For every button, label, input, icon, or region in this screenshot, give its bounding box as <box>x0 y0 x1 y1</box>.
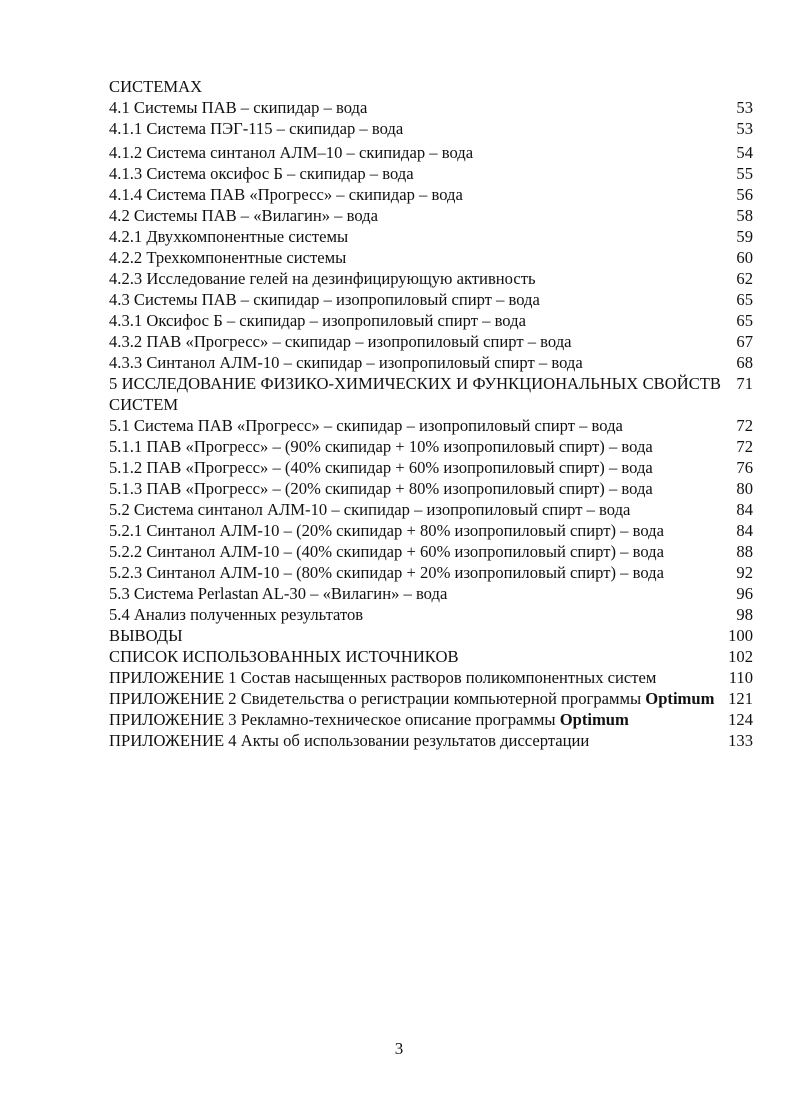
toc-entry-page: 58 <box>736 206 753 225</box>
toc-entry-page: 62 <box>736 269 753 288</box>
toc-entry-title: СИСТЕМАХ <box>109 77 203 96</box>
toc-entry-title: 4.2.1 Двухкомпонентные системы <box>109 227 349 246</box>
toc-entry <box>109 730 753 751</box>
toc-entry-title: 4.1.4 Система ПАВ «Прогресс» – скипидар – вода <box>109 185 463 204</box>
toc-entry-title: 4.2.2 Трехкомпонентные системы <box>109 248 347 267</box>
toc-entry-page: 84 <box>736 521 753 540</box>
page-number: 3 <box>394 1039 404 1058</box>
toc-entry-page: 56 <box>736 185 753 204</box>
toc-entry-title: 4.2 Системы ПАВ – «Вилагин» – вода <box>109 206 378 225</box>
toc-entry <box>109 76 753 97</box>
toc-entry-title: 4.3.2 ПАВ «Прогресс» – скипидар – изопропиловый спирт – вода <box>109 332 572 351</box>
toc-entry-page: 96 <box>736 584 753 603</box>
toc-entry-page: 133 <box>728 731 753 750</box>
toc-entry <box>109 142 753 163</box>
toc-entry-title: ВЫВОДЫ <box>109 626 183 645</box>
toc-entry <box>109 688 753 709</box>
toc-entry-title: 4.1.2 Система синтанол АЛМ–10 – скипидар – вода <box>109 143 474 162</box>
toc-entry <box>109 373 753 415</box>
toc-entry-title: 5.1.2 ПАВ «Прогресс» – (40% скипидар + 60% изопропиловый спирт) – вода <box>109 458 653 477</box>
toc-entry-title: 4.1.1 Система ПЭГ-115 – скипидар – вода <box>109 119 404 138</box>
toc-entry <box>109 163 753 184</box>
toc-entry-page: 110 <box>728 668 753 687</box>
toc-entry-page: 92 <box>736 563 753 582</box>
toc-entry-page: 80 <box>736 479 753 498</box>
toc-entry-title: 4.3 Системы ПАВ – скипидар – изопропиловый спирт – вода <box>109 290 540 309</box>
toc-entry-page: 98 <box>736 605 753 624</box>
toc-entry <box>109 415 753 436</box>
toc-entry <box>109 625 753 646</box>
toc-entry-title: 5.2.1 Синтанол АЛМ-10 – (20% скипидар + 80% изопропиловый спирт) – вода <box>109 521 664 540</box>
toc-entry-title: 5.1.1 ПАВ «Прогресс» – (90% скипидар + 10% изопропиловый спирт) – вода <box>109 437 653 456</box>
toc-entry <box>109 289 753 310</box>
toc-entry-page: 124 <box>728 710 753 729</box>
program-name: Optimum <box>645 689 715 708</box>
toc-entry-page: 72 <box>736 416 753 435</box>
toc-entry <box>109 436 753 457</box>
toc-entry <box>109 205 753 226</box>
toc-entry <box>109 457 753 478</box>
toc-entry-page: 72 <box>736 437 753 456</box>
toc-entry-title: 5.3 Система Perlastan AL-30 – «Вилагин» – вода <box>109 584 448 603</box>
toc-entry <box>109 604 753 625</box>
toc-entry-title: 5.2.3 Синтанол АЛМ-10 – (80% скипидар + 20% изопропиловый спирт) – вода <box>109 563 664 582</box>
toc-entry-page: 53 <box>736 98 753 117</box>
toc-entry <box>109 667 753 688</box>
toc-entry-page: 88 <box>736 542 753 561</box>
toc-entry-page: 121 <box>728 689 753 708</box>
toc-entry-title: 5 ИССЛЕДОВАНИЕ ФИЗИКО-ХИМИЧЕСКИХ И ФУНКЦИОНАЛЬНЫХ СВОЙСТВ СИСТЕМ <box>109 374 721 414</box>
toc-entry-page: 59 <box>736 227 753 246</box>
toc-entry <box>109 118 753 139</box>
toc-entry-title: 4.3.3 Синтанол АЛМ-10 – скипидар – изопропиловый спирт – вода <box>109 353 583 372</box>
toc-entry-title: 5.1.3 ПАВ «Прогресс» – (20% скипидар + 80% изопропиловый спирт) – вода <box>109 479 653 498</box>
toc-entry <box>109 247 753 268</box>
toc-entry-page: 60 <box>736 248 753 267</box>
toc-entry-title: 5.4 Анализ полученных результатов <box>109 605 364 624</box>
toc-entry-title: 4.1 Системы ПАВ – скипидар – вода <box>109 98 368 117</box>
toc-entry-page: 67 <box>736 332 753 351</box>
table-of-contents <box>109 76 753 751</box>
toc-entry-title: ПРИЛОЖЕНИЕ 2 Свидетельства о регистрации компьютерной программы Optimum <box>109 689 715 708</box>
toc-entry-page: 71 <box>736 374 753 393</box>
toc-entry-title: 5.2 Система синтанол АЛМ-10 – скипидар – изопропиловый спирт – вода <box>109 500 631 519</box>
toc-entry-page: 65 <box>736 311 753 330</box>
toc-entry <box>109 562 753 583</box>
toc-entry <box>109 268 753 289</box>
toc-entry <box>109 709 753 730</box>
program-name: Optimum <box>559 710 629 729</box>
toc-entry <box>109 499 753 520</box>
toc-entry-page: 76 <box>736 458 753 477</box>
toc-entry-page: 102 <box>728 647 753 666</box>
toc-entry <box>109 541 753 562</box>
toc-entry-title: 4.2.3 Исследование гелей на дезинфицирующую активность <box>109 269 536 288</box>
toc-entry <box>109 184 753 205</box>
toc-entry-page: 84 <box>736 500 753 519</box>
toc-entry <box>109 646 753 667</box>
toc-entry <box>109 520 753 541</box>
toc-entry-title: 5.1 Система ПАВ «Прогресс» – скипидар – изопропиловый спирт – вода <box>109 416 623 435</box>
toc-entry-page: 100 <box>728 626 753 645</box>
toc-entry-page: 55 <box>736 164 753 183</box>
toc-entry-title: 5.2.2 Синтанол АЛМ-10 – (40% скипидар + 60% изопропиловый спирт) – вода <box>109 542 664 561</box>
toc-entry-page: 65 <box>736 290 753 309</box>
toc-entry <box>109 310 753 331</box>
toc-entry <box>109 478 753 499</box>
toc-entry-title: ПРИЛОЖЕНИЕ 3 Рекламно-техническое описание программы Optimum <box>109 710 629 729</box>
toc-entry-title: 4.1.3 Система оксифос Б – скипидар – вода <box>109 164 414 183</box>
toc-entry <box>109 226 753 247</box>
toc-entry-page: 54 <box>736 143 753 162</box>
toc-entry <box>109 583 753 604</box>
toc-entry-page: 68 <box>736 353 753 372</box>
toc-entry <box>109 331 753 352</box>
toc-entry <box>109 352 753 373</box>
toc-entry-title: ПРИЛОЖЕНИЕ 4 Акты об использовании результатов диссертации <box>109 731 590 750</box>
toc-entry-title: 4.3.1 Оксифос Б – скипидар – изопропиловый спирт – вода <box>109 311 526 330</box>
toc-entry-title: СПИСОК ИСПОЛЬЗОВАННЫХ ИСТОЧНИКОВ <box>109 647 459 666</box>
toc-entry-title: ПРИЛОЖЕНИЕ 1 Состав насыщенных растворов поликомпонентных систем <box>109 668 657 687</box>
toc-entry-page: 53 <box>736 119 753 138</box>
toc-entry <box>109 97 753 118</box>
